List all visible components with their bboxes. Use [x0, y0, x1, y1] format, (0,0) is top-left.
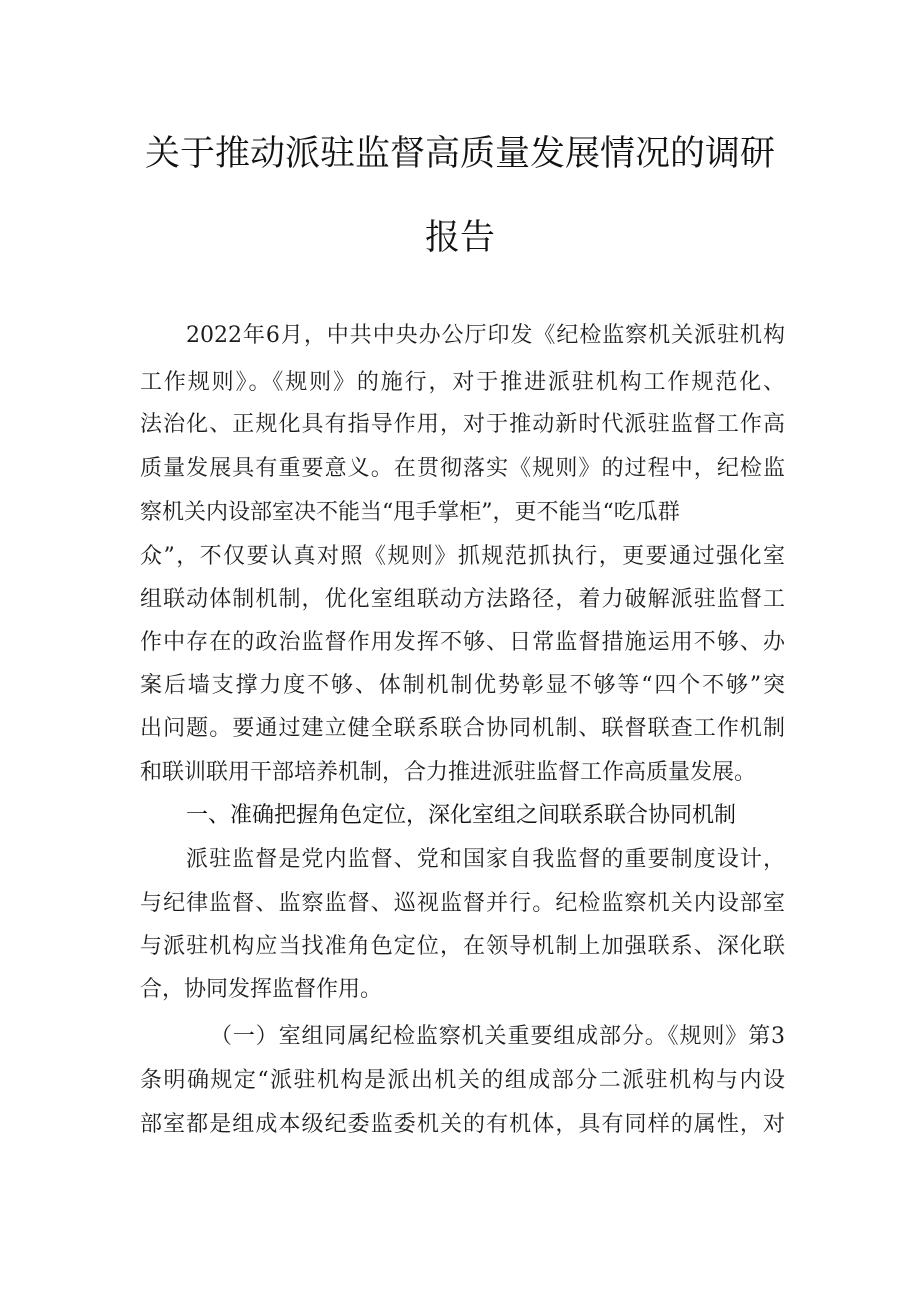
paragraph-1-line: 质量发展具有重要意义。在贯彻落实《规则》的过程中，纪检监 [140, 456, 785, 481]
paragraph-1-line: 察机关内设部室决不能当“甩手掌柜”，更不能当“吃瓜群 [140, 500, 680, 525]
document-title-line-1: 关于推动派驻监督高质量发展情况的调研 [144, 134, 775, 174]
paragraph-2-line: 与纪律监督、监察监督、巡视监督并行。纪检监察机关内设部室 [140, 891, 785, 916]
paragraph-2-line: 派驻监督是党内监督、党和国家自我监督的重要制度设计， [186, 847, 785, 872]
paragraph-3-line: 条明确规定“派驻机构是派出机关的组成部分二派驻机构与内设 [140, 1068, 785, 1093]
paragraph-1-line: 出问题。要通过建立健全联系联合协同机制、联督联查工作机制 [140, 716, 785, 741]
paragraph-1-line: 和联训联用干部培养机制，合力推进派驻监督工作高质量发展。 [140, 760, 757, 785]
document-title-line-2: 报告 [424, 218, 495, 258]
paragraph-1-line: 众”，不仅要认真对照《规则》抓规范抓执行，更要通过强化室 [140, 544, 785, 569]
paragraph-1-line: 作中存在的政治监督作用发挥不够、日常监督措施运用不够、办 [140, 630, 785, 655]
paragraph-2-line: 与派驻机构应当找准角色定位，在领导机制上加强联系、深化联 [140, 934, 785, 959]
paragraph-1-line: 案后墙支撑力度不够、体制机制优势彰显不够等“四个不够”突 [140, 673, 785, 698]
paragraph-3-line: 部室都是组成本级纪委监委机关的有机体，具有同样的属性，对 [140, 1112, 785, 1137]
paragraph-1-line: 组联动体制机制，优化室组联动方法路径，着力破解派驻监督工 [140, 587, 785, 612]
paragraph-1-line: 工作规则》。《规则》的施行，对于推进派驻机构工作规范化、 [140, 370, 785, 395]
section-heading-1: 一、准确把握角色定位，深化室组之间联系联合协同机制 [186, 803, 737, 828]
paragraph-2-line: 合，协同发挥监督作用。 [140, 977, 383, 1002]
paragraph-1-line: 2022年6月，中共中央办公厅印发《纪检监察机关派驻机构 [186, 323, 785, 348]
paragraph-1-line: 法治化、正规化具有指导作用，对于推动新时代派驻监督工作高 [140, 412, 785, 437]
paragraph-3-line: （一）室组同属纪检监察机关重要组成部分。《规则》第3 [210, 1024, 785, 1049]
